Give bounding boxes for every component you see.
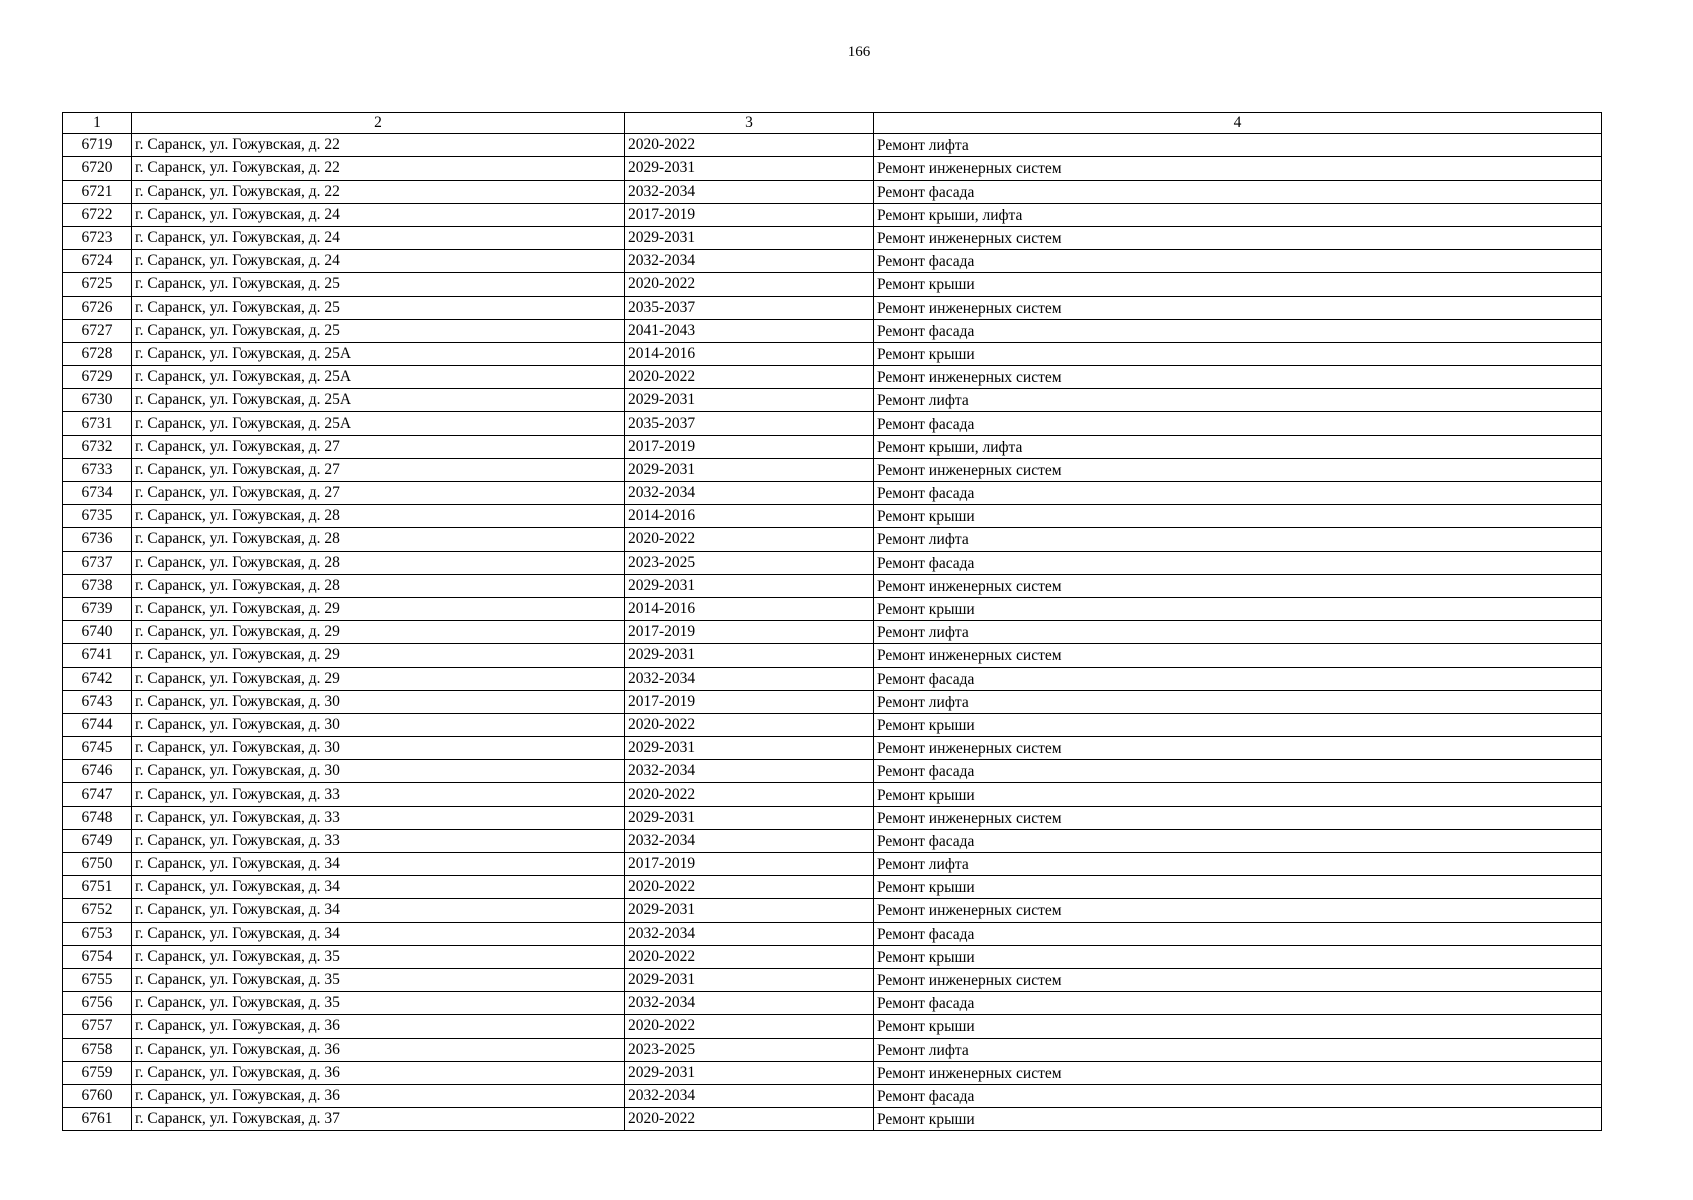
period-cell: 2020-2022	[625, 366, 874, 389]
table-row	[63, 690, 1602, 713]
address-cell: г. Саранск, ул. Гожувская, д. 33	[132, 829, 625, 852]
work-type-cell: Ремонт инженерных систем	[874, 296, 1602, 319]
table-row	[63, 621, 1602, 644]
work-type-cell: Ремонт крыши	[874, 713, 1602, 736]
table-row	[63, 760, 1602, 783]
work-type-cell: Ремонт крыши	[874, 342, 1602, 365]
period-cell: 2017-2019	[625, 203, 874, 226]
address-cell: г. Саранск, ул. Гожувская, д. 34	[132, 853, 625, 876]
row-number-cell: 6749	[63, 829, 132, 852]
period-cell: 2035-2037	[625, 412, 874, 435]
row-number-cell: 6738	[63, 574, 132, 597]
row-number-cell: 6740	[63, 621, 132, 644]
period-cell: 2032-2034	[625, 1084, 874, 1107]
row-number-cell: 6737	[63, 551, 132, 574]
work-type-cell: Ремонт фасада	[874, 319, 1602, 342]
column-header-number: 1	[63, 113, 132, 134]
row-number-cell: 6742	[63, 667, 132, 690]
column-header-period: 3	[625, 113, 874, 134]
table-row	[63, 319, 1602, 342]
row-number-cell: 6755	[63, 968, 132, 991]
period-cell: 2017-2019	[625, 621, 874, 644]
table-row	[63, 226, 1602, 249]
row-number-cell: 6760	[63, 1084, 132, 1107]
address-cell: г. Саранск, ул. Гожувская, д. 30	[132, 690, 625, 713]
table-row	[63, 180, 1602, 203]
work-type-cell: Ремонт крыши	[874, 1108, 1602, 1131]
row-number-cell: 6719	[63, 134, 132, 157]
work-type-cell: Ремонт крыши	[874, 505, 1602, 528]
address-cell: г. Саранск, ул. Гожувская, д. 22	[132, 134, 625, 157]
period-cell: 2020-2022	[625, 1015, 874, 1038]
address-cell: г. Саранск, ул. Гожувская, д. 36	[132, 1038, 625, 1061]
period-cell: 2029-2031	[625, 644, 874, 667]
period-cell: 2029-2031	[625, 737, 874, 760]
table-row	[63, 296, 1602, 319]
work-type-cell: Ремонт крыши	[874, 783, 1602, 806]
table-row	[63, 1015, 1602, 1038]
work-type-cell: Ремонт инженерных систем	[874, 644, 1602, 667]
row-number-cell: 6726	[63, 296, 132, 319]
table-row	[63, 922, 1602, 945]
work-type-cell: Ремонт фасада	[874, 1084, 1602, 1107]
table-row	[63, 505, 1602, 528]
row-number-cell: 6761	[63, 1108, 132, 1131]
period-cell: 2029-2031	[625, 899, 874, 922]
work-type-cell: Ремонт фасада	[874, 760, 1602, 783]
work-type-cell: Ремонт крыши, лифта	[874, 435, 1602, 458]
period-cell: 2020-2022	[625, 713, 874, 736]
work-type-cell: Ремонт инженерных систем	[874, 157, 1602, 180]
table-row	[63, 1108, 1602, 1131]
period-cell: 2041-2043	[625, 319, 874, 342]
address-cell: г. Саранск, ул. Гожувская, д. 30	[132, 760, 625, 783]
period-cell: 2017-2019	[625, 435, 874, 458]
row-number-cell: 6728	[63, 342, 132, 365]
work-type-cell: Ремонт инженерных систем	[874, 226, 1602, 249]
row-number-cell: 6734	[63, 482, 132, 505]
table-row	[63, 250, 1602, 273]
address-cell: г. Саранск, ул. Гожувская, д. 27	[132, 482, 625, 505]
address-cell: г. Саранск, ул. Гожувская, д. 22	[132, 180, 625, 203]
address-cell: г. Саранск, ул. Гожувская, д. 25А	[132, 412, 625, 435]
address-cell: г. Саранск, ул. Гожувская, д. 25	[132, 319, 625, 342]
period-cell: 2029-2031	[625, 157, 874, 180]
row-number-cell: 6723	[63, 226, 132, 249]
work-type-cell: Ремонт крыши	[874, 597, 1602, 620]
work-type-cell: Ремонт лифта	[874, 853, 1602, 876]
period-cell: 2014-2016	[625, 597, 874, 620]
table-row	[63, 667, 1602, 690]
work-type-cell: Ремонт инженерных систем	[874, 574, 1602, 597]
period-cell: 2020-2022	[625, 1108, 874, 1131]
column-header-address: 2	[132, 113, 625, 134]
work-type-cell: Ремонт крыши	[874, 1015, 1602, 1038]
table-row	[63, 389, 1602, 412]
address-cell: г. Саранск, ул. Гожувская, д. 29	[132, 667, 625, 690]
address-cell: г. Саранск, ул. Гожувская, д. 36	[132, 1084, 625, 1107]
row-number-cell: 6745	[63, 737, 132, 760]
period-cell: 2020-2022	[625, 876, 874, 899]
row-number-cell: 6751	[63, 876, 132, 899]
work-type-cell: Ремонт лифта	[874, 690, 1602, 713]
period-cell: 2032-2034	[625, 482, 874, 505]
work-type-cell: Ремонт фасада	[874, 667, 1602, 690]
row-number-cell: 6746	[63, 760, 132, 783]
work-type-cell: Ремонт крыши, лифта	[874, 203, 1602, 226]
table-row	[63, 528, 1602, 551]
table-row	[63, 992, 1602, 1015]
period-cell: 2032-2034	[625, 667, 874, 690]
row-number-cell: 6744	[63, 713, 132, 736]
work-type-cell: Ремонт фасада	[874, 412, 1602, 435]
table-row	[63, 783, 1602, 806]
address-cell: г. Саранск, ул. Гожувская, д. 37	[132, 1108, 625, 1131]
row-number-cell: 6756	[63, 992, 132, 1015]
table-row	[63, 203, 1602, 226]
work-type-cell: Ремонт инженерных систем	[874, 806, 1602, 829]
period-cell: 2020-2022	[625, 528, 874, 551]
address-cell: г. Саранск, ул. Гожувская, д. 25	[132, 273, 625, 296]
address-cell: г. Саранск, ул. Гожувская, д. 28	[132, 528, 625, 551]
row-number-cell: 6725	[63, 273, 132, 296]
work-type-cell: Ремонт инженерных систем	[874, 737, 1602, 760]
work-type-cell: Ремонт инженерных систем	[874, 458, 1602, 481]
row-number-cell: 6750	[63, 853, 132, 876]
row-number-cell: 6720	[63, 157, 132, 180]
work-type-cell: Ремонт крыши	[874, 945, 1602, 968]
address-cell: г. Саранск, ул. Гожувская, д. 25А	[132, 342, 625, 365]
period-cell: 2032-2034	[625, 180, 874, 203]
row-number-cell: 6748	[63, 806, 132, 829]
row-number-cell: 6735	[63, 505, 132, 528]
row-number-cell: 6758	[63, 1038, 132, 1061]
work-type-cell: Ремонт фасада	[874, 482, 1602, 505]
row-number-cell: 6722	[63, 203, 132, 226]
row-number-cell: 6754	[63, 945, 132, 968]
address-cell: г. Саранск, ул. Гожувская, д. 28	[132, 551, 625, 574]
work-type-cell: Ремонт фасада	[874, 992, 1602, 1015]
address-cell: г. Саранск, ул. Гожувская, д. 22	[132, 157, 625, 180]
address-cell: г. Саранск, ул. Гожувская, д. 36	[132, 1015, 625, 1038]
work-type-cell: Ремонт инженерных систем	[874, 1061, 1602, 1084]
period-cell: 2029-2031	[625, 226, 874, 249]
work-type-cell: Ремонт крыши	[874, 273, 1602, 296]
table-row	[63, 806, 1602, 829]
address-cell: г. Саранск, ул. Гожувская, д. 24	[132, 226, 625, 249]
table-row	[63, 482, 1602, 505]
address-cell: г. Саранск, ул. Гожувская, д. 35	[132, 992, 625, 1015]
period-cell: 2017-2019	[625, 853, 874, 876]
address-cell: г. Саранск, ул. Гожувская, д. 25А	[132, 366, 625, 389]
page-number: 166	[847, 44, 871, 60]
period-cell: 2020-2022	[625, 783, 874, 806]
table-row	[63, 899, 1602, 922]
address-cell: г. Саранск, ул. Гожувская, д. 28	[132, 505, 625, 528]
table-row	[63, 853, 1602, 876]
table-row	[63, 412, 1602, 435]
work-type-cell: Ремонт лифта	[874, 389, 1602, 412]
row-number-cell: 6732	[63, 435, 132, 458]
address-cell: г. Саранск, ул. Гожувская, д. 29	[132, 644, 625, 667]
table-row	[63, 737, 1602, 760]
address-cell: г. Саранск, ул. Гожувская, д. 35	[132, 945, 625, 968]
work-type-cell: Ремонт лифта	[874, 621, 1602, 644]
row-number-cell: 6747	[63, 783, 132, 806]
table-row	[63, 829, 1602, 852]
period-cell: 2029-2031	[625, 574, 874, 597]
period-cell: 2032-2034	[625, 922, 874, 945]
table-row	[63, 574, 1602, 597]
period-cell: 2029-2031	[625, 968, 874, 991]
address-cell: г. Саранск, ул. Гожувская, д. 29	[132, 621, 625, 644]
period-cell: 2029-2031	[625, 458, 874, 481]
address-cell: г. Саранск, ул. Гожувская, д. 35	[132, 968, 625, 991]
table-row	[63, 273, 1602, 296]
table-row	[63, 713, 1602, 736]
row-number-cell: 6753	[63, 922, 132, 945]
period-cell: 2020-2022	[625, 945, 874, 968]
period-cell: 2029-2031	[625, 1061, 874, 1084]
table-row	[63, 157, 1602, 180]
table-row	[63, 876, 1602, 899]
period-cell: 2014-2016	[625, 505, 874, 528]
row-number-cell: 6724	[63, 250, 132, 273]
table-row	[63, 342, 1602, 365]
period-cell: 2032-2034	[625, 250, 874, 273]
period-cell: 2035-2037	[625, 296, 874, 319]
work-type-cell: Ремонт лифта	[874, 1038, 1602, 1061]
work-type-cell: Ремонт фасада	[874, 250, 1602, 273]
row-number-cell: 6743	[63, 690, 132, 713]
address-cell: г. Саранск, ул. Гожувская, д. 29	[132, 597, 625, 620]
period-cell: 2032-2034	[625, 760, 874, 783]
row-number-cell: 6736	[63, 528, 132, 551]
work-type-cell: Ремонт лифта	[874, 528, 1602, 551]
period-cell: 2020-2022	[625, 134, 874, 157]
work-type-cell: Ремонт инженерных систем	[874, 968, 1602, 991]
work-type-cell: Ремонт крыши	[874, 876, 1602, 899]
row-number-cell: 6727	[63, 319, 132, 342]
work-type-cell: Ремонт фасада	[874, 922, 1602, 945]
address-cell: г. Саранск, ул. Гожувская, д. 24	[132, 250, 625, 273]
period-cell: 2020-2022	[625, 273, 874, 296]
repair-schedule-table	[62, 112, 1602, 1131]
row-number-cell: 6741	[63, 644, 132, 667]
address-cell: г. Саранск, ул. Гожувская, д. 34	[132, 876, 625, 899]
table-row	[63, 1061, 1602, 1084]
address-cell: г. Саранск, ул. Гожувская, д. 30	[132, 737, 625, 760]
column-header-work: 4	[874, 113, 1602, 134]
row-number-cell: 6757	[63, 1015, 132, 1038]
period-cell: 2032-2034	[625, 992, 874, 1015]
row-number-cell: 6729	[63, 366, 132, 389]
row-number-cell: 6731	[63, 412, 132, 435]
row-number-cell: 6752	[63, 899, 132, 922]
address-cell: г. Саранск, ул. Гожувская, д. 28	[132, 574, 625, 597]
address-cell: г. Саранск, ул. Гожувская, д. 34	[132, 899, 625, 922]
row-number-cell: 6721	[63, 180, 132, 203]
table-row	[63, 435, 1602, 458]
address-cell: г. Саранск, ул. Гожувская, д. 36	[132, 1061, 625, 1084]
row-number-cell: 6739	[63, 597, 132, 620]
address-cell: г. Саранск, ул. Гожувская, д. 27	[132, 435, 625, 458]
period-cell: 2014-2016	[625, 342, 874, 365]
address-cell: г. Саранск, ул. Гожувская, д. 30	[132, 713, 625, 736]
work-type-cell: Ремонт фасада	[874, 551, 1602, 574]
address-cell: г. Саранск, ул. Гожувская, д. 25	[132, 296, 625, 319]
row-number-cell: 6733	[63, 458, 132, 481]
table-row	[63, 458, 1602, 481]
table-row	[63, 1038, 1602, 1061]
row-number-cell: 6759	[63, 1061, 132, 1084]
period-cell: 2017-2019	[625, 690, 874, 713]
table-row	[63, 551, 1602, 574]
work-type-cell: Ремонт инженерных систем	[874, 366, 1602, 389]
address-cell: г. Саранск, ул. Гожувская, д. 27	[132, 458, 625, 481]
work-type-cell: Ремонт инженерных систем	[874, 899, 1602, 922]
period-cell: 2023-2025	[625, 551, 874, 574]
table-header-row	[63, 113, 1602, 134]
table-row	[63, 366, 1602, 389]
work-type-cell: Ремонт лифта	[874, 134, 1602, 157]
table-row	[63, 968, 1602, 991]
table-row	[63, 134, 1602, 157]
work-type-cell: Ремонт фасада	[874, 829, 1602, 852]
table-row	[63, 597, 1602, 620]
period-cell: 2023-2025	[625, 1038, 874, 1061]
table-body	[63, 134, 1602, 1131]
address-cell: г. Саранск, ул. Гожувская, д. 25А	[132, 389, 625, 412]
period-cell: 2029-2031	[625, 806, 874, 829]
period-cell: 2029-2031	[625, 389, 874, 412]
row-number-cell: 6730	[63, 389, 132, 412]
address-cell: г. Саранск, ул. Гожувская, д. 33	[132, 783, 625, 806]
work-type-cell: Ремонт фасада	[874, 180, 1602, 203]
address-cell: г. Саранск, ул. Гожувская, д. 24	[132, 203, 625, 226]
address-cell: г. Саранск, ул. Гожувская, д. 34	[132, 922, 625, 945]
table-row	[63, 1084, 1602, 1107]
address-cell: г. Саранск, ул. Гожувская, д. 33	[132, 806, 625, 829]
table-row	[63, 945, 1602, 968]
table-row	[63, 644, 1602, 667]
period-cell: 2032-2034	[625, 829, 874, 852]
